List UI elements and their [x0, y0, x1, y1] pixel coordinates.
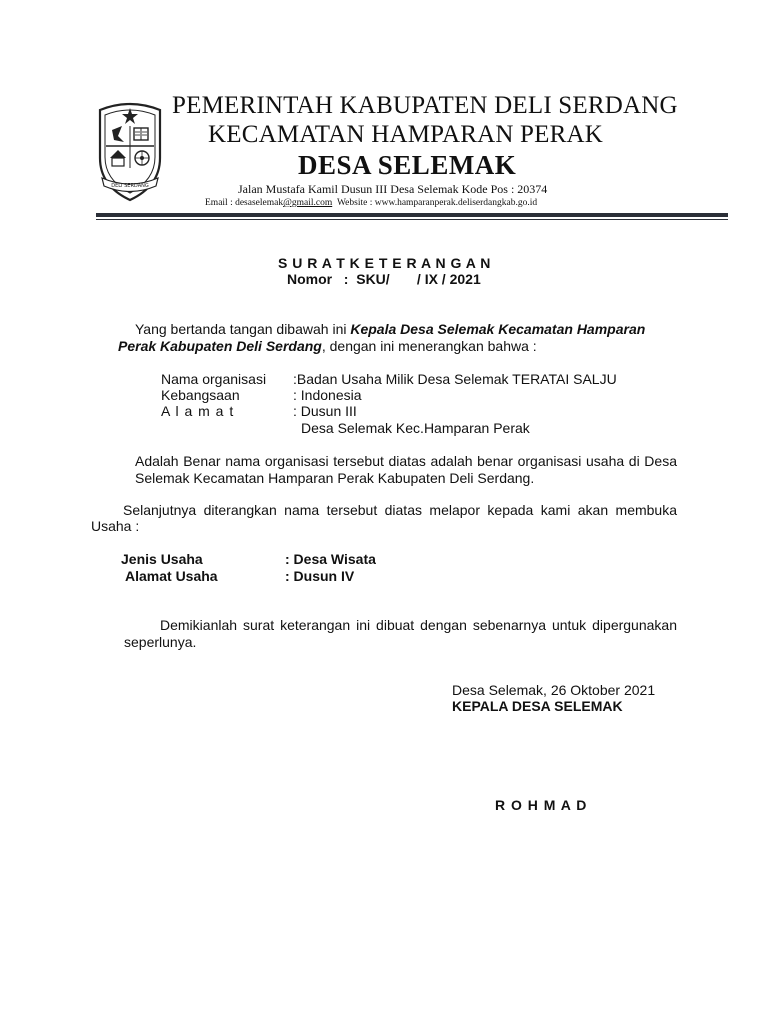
detail-value-address-cont: Desa Selemak Kec.Hamparan Perak [301, 420, 530, 436]
regency-emblem-icon [94, 96, 166, 206]
detail-label-address: A l a m a t [161, 403, 235, 419]
nomor-value: : SKU/ / IX / 2021 [343, 271, 481, 287]
signature-position: KEPALA DESA SELEMAK [452, 698, 623, 714]
intro-official-title: Kepala Desa Selemak Kecamatan Hamparan [350, 321, 646, 337]
email-link[interactable]: @gmail.com [283, 198, 333, 208]
intro-line-1 [135, 321, 645, 337]
letterhead-divider-thin [96, 219, 728, 220]
letterhead-divider-thick [96, 213, 728, 217]
nomor-label: Nomor [287, 271, 333, 287]
intro-suffix: , dengan ini menerangkan bahwa : [321, 338, 537, 354]
paragraph-report-line-1: Selanjutnya diterangkan nama tersebut diatas melapor kepada kami akan membuka [123, 502, 677, 518]
paragraph-statement-line-1: Adalah Benar nama organisasi tersebut diatas adalah benar organisasi usaha di Desa [135, 453, 677, 469]
intro-prefix: Yang bertanda tangan dibawah ini [135, 321, 351, 337]
signature-name: R O H M A D [495, 797, 588, 813]
emblem-ribbon-text: DELI SERDANG [111, 183, 149, 189]
letterhead-address: Jalan Mustafa Kamil Dusun III Desa Selemak Kode Pos : 20374 [238, 182, 548, 196]
document-title: S U R A T K E T E R A N G A N [278, 255, 491, 271]
letterhead-district: KECAMATAN HAMPARAN PERAK [208, 121, 603, 148]
website-text: Website : www.hamparanperak.deliserdangkab.go.id [336, 198, 538, 208]
email-label: Email : desaselemak [205, 198, 284, 208]
intro-line-2 [118, 338, 537, 354]
letterhead-contact [205, 198, 537, 208]
letterhead-village: DESA SELEMAK [298, 150, 517, 180]
usaha-label-type: Jenis Usaha [121, 551, 203, 567]
document-number [287, 271, 481, 287]
paragraph-report-line-2: Usaha : [91, 518, 140, 534]
detail-value-name: :Badan Usaha Milik Desa Selemak TERATAI SALJU [293, 371, 617, 387]
closing-line-1: Demikianlah surat keterangan ini dibuat dengan sebenarnya untuk dipergunakan [160, 617, 677, 633]
letterhead-regency: PEMERINTAH KABUPATEN DELI SERDANG [172, 92, 678, 119]
usaha-value-address: : Dusun IV [285, 568, 355, 584]
detail-label-nationality: Kebangsaan [161, 387, 240, 403]
detail-value-address: : Dusun III [293, 403, 357, 419]
detail-value-nationality: : Indonesia [293, 387, 362, 403]
usaha-value-type: : Desa Wisata [285, 551, 376, 567]
paragraph-statement-line-2: Selemak Kecamatan Hamparan Perak Kabupaten Deli Serdang. [135, 470, 535, 486]
usaha-label-address: Alamat Usaha [125, 568, 218, 584]
closing-line-2: seperlunya. [124, 634, 197, 650]
detail-label-name: Nama organisasi [161, 371, 267, 387]
signature-place-date: Desa Selemak, 26 Oktober 2021 [452, 682, 656, 698]
intro-official-region: Perak Kabupaten Deli Serdang [118, 338, 322, 354]
